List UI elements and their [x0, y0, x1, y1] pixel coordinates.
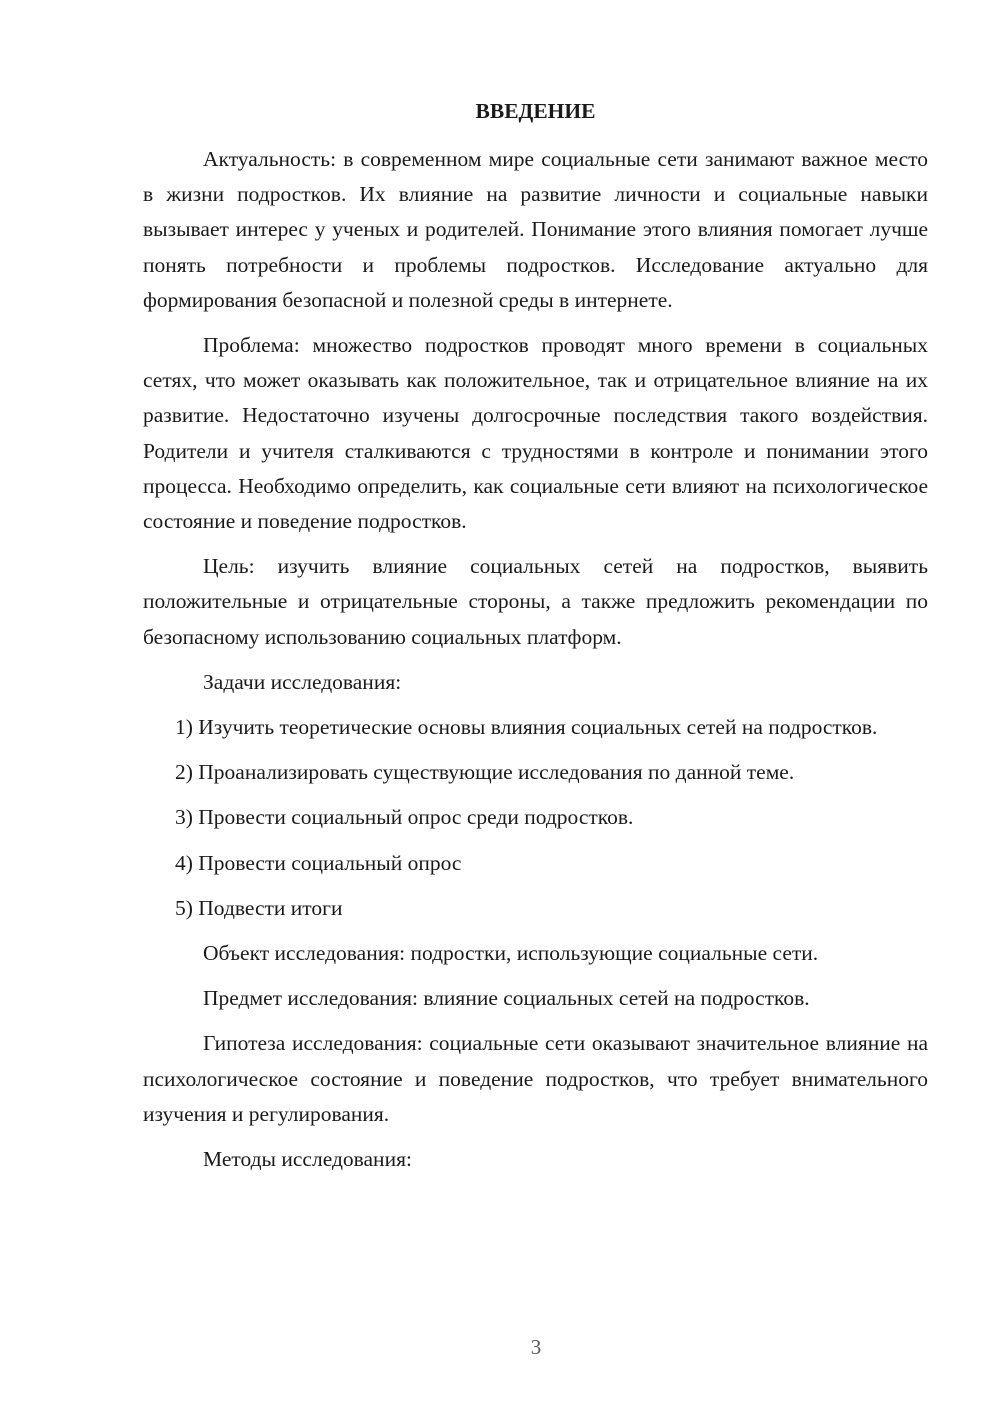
task-item-3: 3) Провести социальный опрос среди подростков. [175, 805, 634, 830]
hypothesis-paragraph: Гипотеза исследования: социальные сети оказывают значительное влияние на психологическое состояние и поведение подростков, что требует внимательного изучения и регулирования. [143, 1031, 928, 1126]
relevance-paragraph: Актуальность: в современном мире социальные сети занимают важное место в жизни подростков. Их влияние на развитие личности и социальные навыки вызывает интерес у ученых и родителей. Понимание этого влияния помогает лучше понять потребности и проблемы подростков. Исследование актуально для формирования безопасной и полезной среды в интернете. [143, 147, 928, 312]
page-number: 3 [530, 1335, 542, 1359]
methods-heading: Методы исследования: [203, 1147, 412, 1172]
task-item-4: 4) Провести социальный опрос [175, 850, 462, 875]
task-item-2: 2) Проанализировать существующие исследования по данной теме. [175, 760, 795, 785]
task-item-5: 5) Подвести итоги [175, 895, 343, 920]
tasks-heading: Задачи исследования: [203, 669, 402, 694]
problem-paragraph: Проблема: множество подростков проводят много времени в социальных сетях, что может оказывать как положительное, так и отрицательное влияние на их развитие. Недостаточно изучены долгосрочные последствия такого воздействия. Родители и учителя сталкиваются с трудностями в контроле и понимании этого процесса. Необходимо определить, как социальные сети влияют на психологическое состояние и поведение подростков. [143, 333, 928, 534]
page-title: ВВЕДЕНИЕ [475, 99, 596, 123]
tasks-list [143, 710, 928, 926]
object-paragraph: Объект исследования: подростки, использующие социальные сети. [203, 941, 819, 966]
page-content [143, 92, 928, 1177]
task-item-1: 1) Изучить теоретические основы влияния социальных сетей на подростков. [175, 715, 878, 740]
subject-paragraph: Предмет исследования: влияние социальных сетей на подростков. [203, 986, 810, 1011]
goal-paragraph: Цель: изучить влияние социальных сетей на подростков, выявить положительные и отрицательные стороны, а также предложить рекомендации по безопасному использованию социальных платформ. [143, 554, 928, 649]
